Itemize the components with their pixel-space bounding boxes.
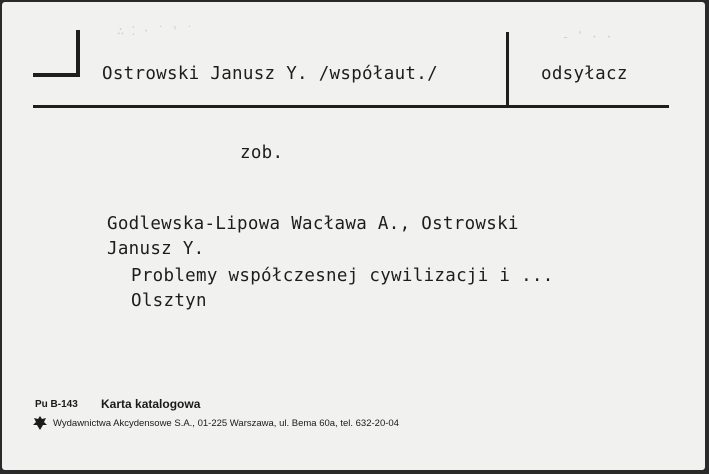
target-line-3: Problemy współczesnej cywilizacji i ... [131, 266, 554, 286]
corner-mark-horizontal [33, 73, 80, 77]
form-code: Pu B-143 [35, 399, 78, 410]
target-line-1: Godlewska-Lipowa Wacława A., Ostrowski [107, 214, 519, 234]
publisher-info: Wydawnictwa Akcydensowe S.A., 01-225 Warszawa, ul. Bema 60a, tel. 632-20-04 [53, 418, 399, 429]
heading-divider [506, 32, 509, 106]
see-label: zob. [240, 143, 284, 163]
bleed-through-marks: ∴ ⁚ · ˙ ' ˙ [117, 24, 194, 38]
heading-author: Ostrowski Janusz Y. /współaut./ [102, 64, 438, 84]
target-line-2: Janusz Y. [107, 239, 205, 259]
bleed-through-marks-right: - ʹ · · [562, 30, 613, 44]
form-title: Karta katalogowa [101, 397, 201, 411]
catalog-card [2, 2, 705, 470]
corner-mark-vertical [76, 30, 80, 77]
heading-rule [33, 105, 669, 108]
heading-type: odsyłacz [541, 64, 628, 84]
publisher-logo-icon [32, 416, 48, 430]
target-line-4: Olsztyn [131, 291, 207, 311]
